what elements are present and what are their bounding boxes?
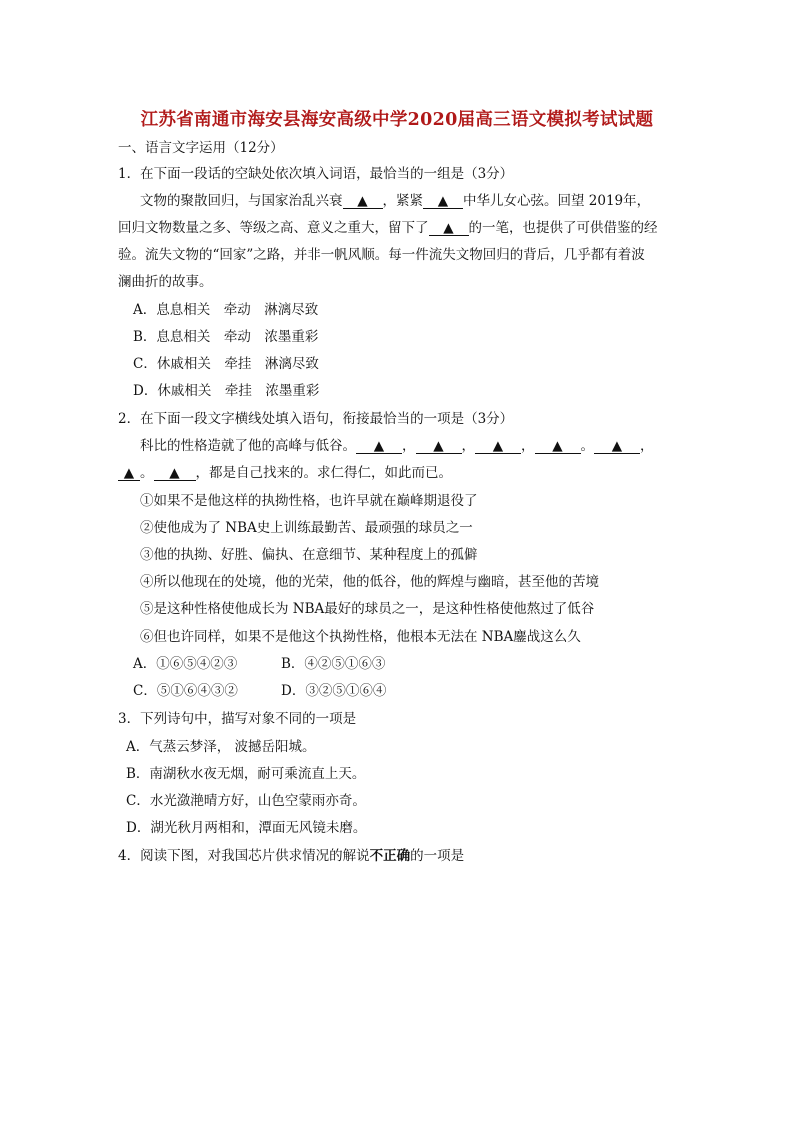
- question-1-passage-line-2: [118, 219, 658, 237]
- question-1-option-d: D．休戚相关 牵挂 浓墨重彩: [133, 383, 320, 399]
- question-2-option-b: B．④②⑤①⑥③: [281, 656, 386, 672]
- section-heading: 一、语言文字运用（12分）: [118, 140, 284, 156]
- answer-blank: ▲: [416, 439, 462, 454]
- answer-blank: ▲: [118, 466, 140, 481]
- page-title: 江苏省南通市海安县海安高级中学2020届高三语文模拟考试试题: [140, 110, 654, 130]
- passage-text: ，都是自己找来的。求仁得仁，如此而已。: [195, 465, 452, 481]
- passage-text: 中华儿女心弦。回望 2019年，: [463, 193, 651, 209]
- punctuation: 。: [580, 438, 594, 454]
- question-2-stem: 2．在下面一段文字横线处填入语句，衔接最恰当的一项是（3分）: [118, 411, 514, 427]
- question-3-option-c: C．水光潋滟晴方好，山色空蒙雨亦奇。: [126, 793, 366, 809]
- punctuation: ，: [521, 438, 535, 454]
- question-3-option-b: B．南湖秋水夜无烟，耐可乘流直上天。: [126, 766, 366, 782]
- answer-blank: ▲: [535, 439, 581, 454]
- question-1-stem: 1．在下面一段话的空缺处依次填入词语，最恰当的一组是（3分）: [118, 166, 514, 182]
- passage-text: 科比的性格造就了他的高峰与低谷。: [140, 438, 356, 454]
- question-text: 4．阅读下图，对我国芯片供求情况的解说: [118, 848, 370, 864]
- question-1-option-c: C．休戚相关 牵挂 淋漓尽致: [133, 356, 319, 372]
- sentence-item-5: ⑤是这种性格使他成长为 NBA最好的球员之一，是这种性格使他熬过了低谷: [140, 601, 595, 617]
- question-3-option-a: A．气蒸云梦泽， 波撼岳阳城。: [126, 739, 316, 755]
- passage-text: ，紧紧: [382, 193, 423, 209]
- question-2-passage-line-2: [118, 464, 452, 482]
- sentence-item-3: ③他的执拗、好胜、偏执、在意细节、某种程度上的孤僻: [140, 547, 478, 563]
- question-1-passage-line-3: 验。流失文物的“回家”之路，并非一帆风顺。每一件流失文物回归的背后，几乎都有着波: [118, 247, 645, 263]
- answer-blank: ▲: [594, 439, 640, 454]
- punctuation: 。: [140, 465, 154, 481]
- question-text: 的一项是: [410, 848, 465, 864]
- sentence-item-6: ⑥但也许同样，如果不是他这个执拗性格，他根本无法在 NBA鏖战这么久: [140, 629, 581, 645]
- question-4-stem: [118, 847, 464, 865]
- question-2-option-c: C．⑤①⑥④③②: [133, 683, 238, 699]
- sentence-item-1: ①如果不是他这样的执拗性格，也许早就在巅峰期退役了: [140, 493, 478, 509]
- passage-text: 的一笔，也提供了可供借鉴的经: [468, 220, 658, 236]
- punctuation: ，: [402, 438, 416, 454]
- question-1-passage-line-1: [140, 192, 650, 210]
- answer-blank: ▲: [343, 194, 383, 209]
- passage-text: 回归文物数量之多、等级之高、意义之重大，留下了: [118, 220, 429, 236]
- answer-blank: ▲: [356, 439, 402, 454]
- sentence-item-2: ②使他成为了 NBA史上训练最勤苦、最顽强的球员之一: [140, 520, 473, 536]
- answer-blank: ▲: [423, 194, 463, 209]
- emphasis-text: 不正确: [369, 848, 411, 864]
- question-2-option-d: D．③②⑤①⑥④: [281, 683, 387, 699]
- question-1-option-a: A．息息相关 牵动 淋漓尽致: [133, 302, 319, 318]
- answer-blank: ▲: [154, 466, 196, 481]
- answer-blank: ▲: [475, 439, 521, 454]
- question-3-option-d: D．湖光秋月两相和，潭面无风镜未磨。: [126, 820, 367, 836]
- question-2-passage-line-1: [140, 437, 654, 455]
- question-1-option-b: B．息息相关 牵动 浓墨重彩: [133, 329, 319, 345]
- passage-text: 文物的聚散回归，与国家治乱兴衰: [140, 193, 343, 209]
- question-1-passage-line-4: 澜曲折的故事。: [118, 274, 213, 290]
- sentence-item-4: ④所以他现在的处境，他的光荣，他的低谷，他的辉煌与幽暗，甚至他的苦境: [140, 574, 599, 590]
- question-2-option-a: A．①⑥⑤④②③: [133, 656, 238, 672]
- punctuation: ，: [461, 438, 475, 454]
- answer-blank: ▲: [429, 221, 469, 236]
- question-3-stem: 3．下列诗句中，描写对象不同的一项是: [118, 711, 357, 727]
- punctuation: ，: [640, 438, 654, 454]
